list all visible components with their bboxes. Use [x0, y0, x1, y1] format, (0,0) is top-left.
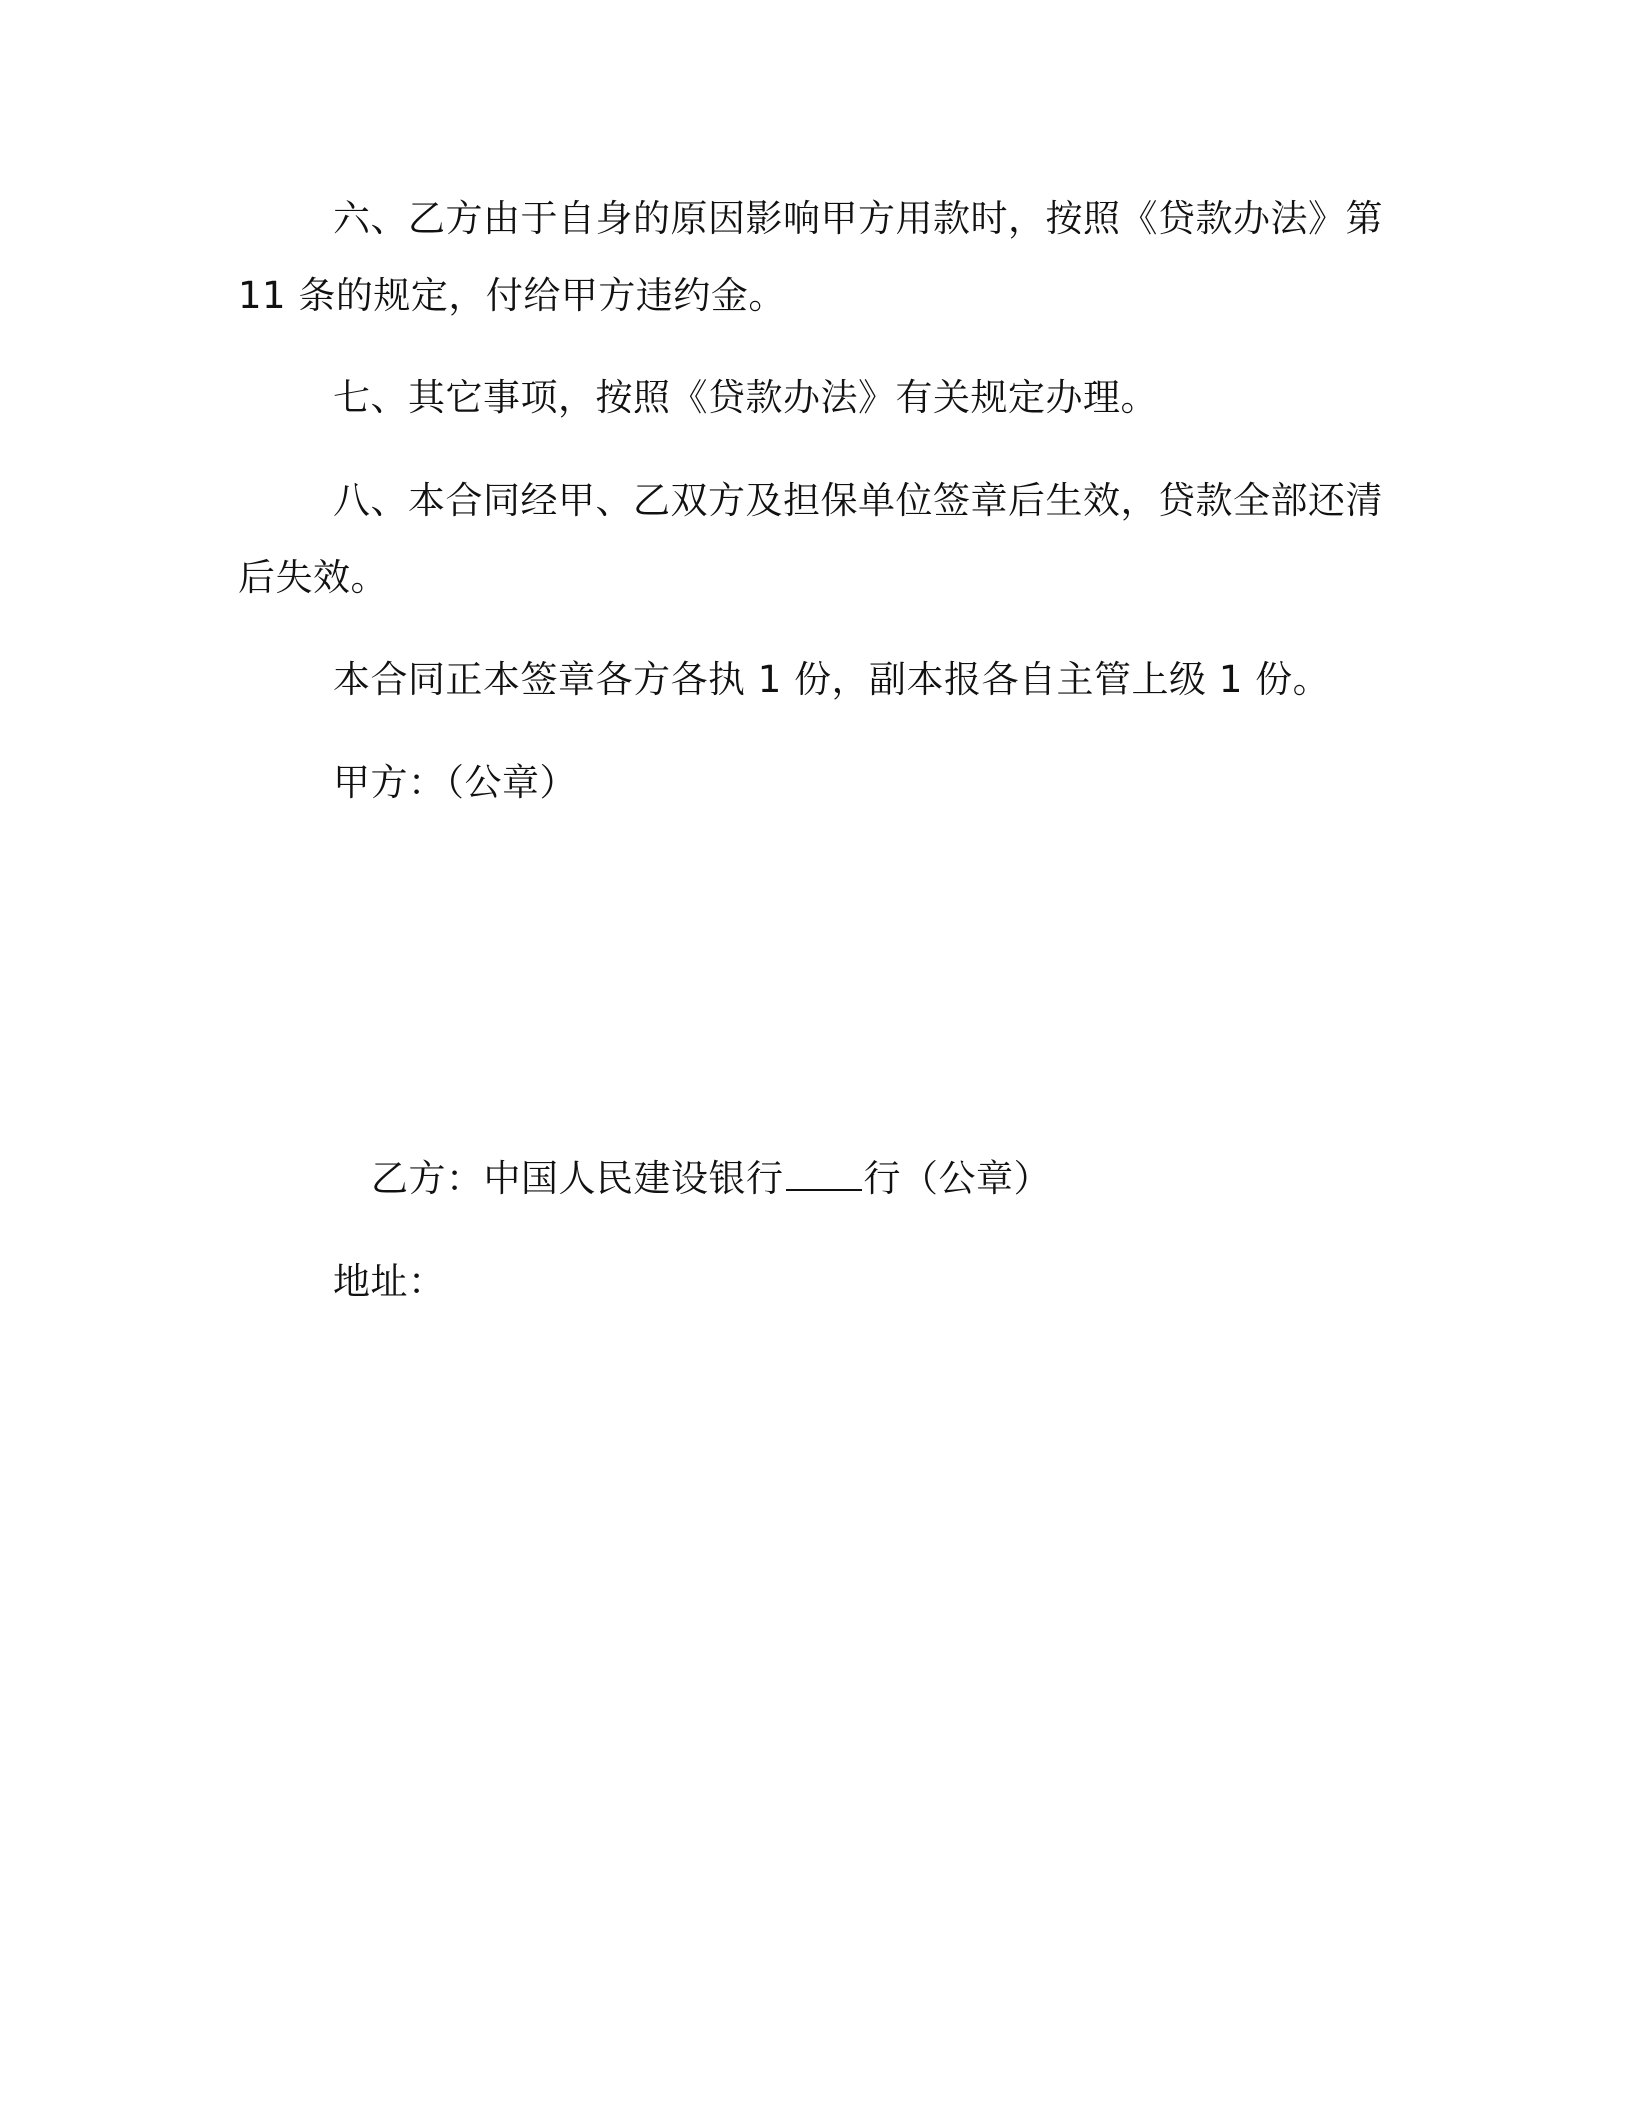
party-b-suffix: 行（公章）: [863, 1157, 1051, 1200]
party-b-signature-line: [371, 1155, 1051, 1203]
address-label: 地址：: [333, 1260, 446, 1303]
clause-7: 七、其它事项，按照《贷款办法》有关规定办理。: [333, 376, 1158, 419]
clause-6-line-1: 六、乙方由于自身的原因影响甲方用款时，按照《贷款办法》第: [333, 197, 1383, 240]
party-a-signature-label: 甲方：（公章）: [333, 761, 577, 804]
clause-8-line-2: 后失效。: [238, 556, 388, 599]
clause-8-line-1: 八、本合同经甲、乙双方及担保单位签章后生效，贷款全部还清: [333, 479, 1383, 522]
branch-name-blank: [786, 1155, 862, 1191]
copies-note: 本合同正本签章各方各执 1 份，副本报各自主管上级 1 份。: [333, 658, 1331, 701]
party-b-prefix: 乙方：中国人民建设银行: [371, 1157, 784, 1200]
clause-6-line-2: 11 条的规定，付给甲方违约金。: [238, 274, 786, 317]
